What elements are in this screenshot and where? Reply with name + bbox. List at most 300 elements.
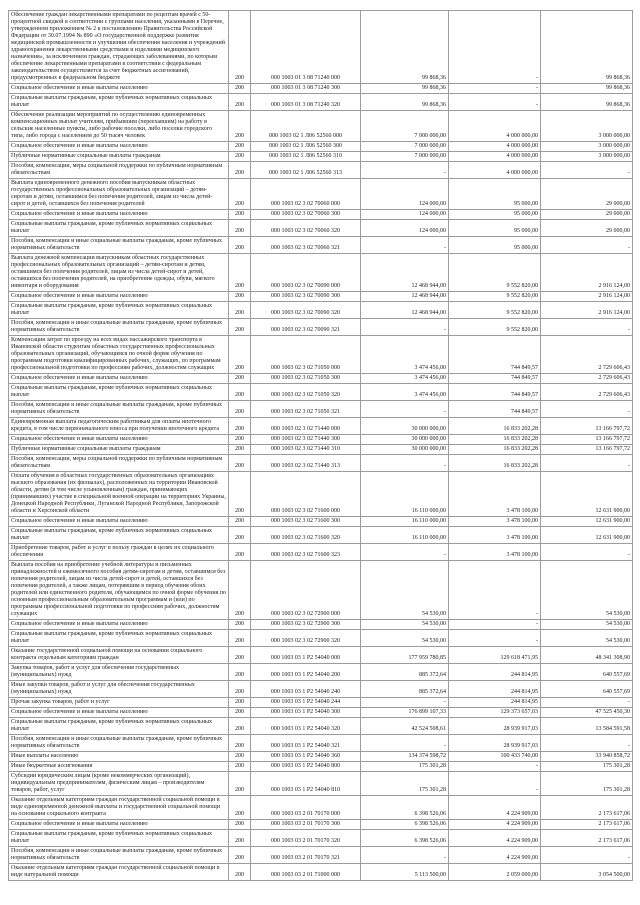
- cell-executed: -: [449, 84, 541, 94]
- cell-unexecuted: 99 868,36: [541, 84, 633, 94]
- cell-line: 200: [229, 445, 251, 455]
- cell-executed: -: [449, 620, 541, 630]
- cell-code: 000 1003 03 2 01 70170 000: [251, 796, 361, 820]
- cell-line: 200: [229, 254, 251, 292]
- cell-unexecuted: 54 530,00: [541, 630, 633, 647]
- cell-executed: 4 224 909,00: [449, 796, 541, 820]
- table-row: [9, 681, 633, 698]
- cell-line: 200: [229, 84, 251, 94]
- cell-line: 200: [229, 94, 251, 111]
- table-row: [9, 455, 633, 472]
- cell-code: 000 1003 02 1 Л06 52560 000: [251, 111, 361, 142]
- cell-name: Оказание государственной социальной помощи на основании социального контракта отдельным категориям граждан: [9, 647, 229, 664]
- table-row: [9, 752, 633, 762]
- cell-unexecuted: 2 729 606,43: [541, 374, 633, 384]
- cell-code: 000 1003 02 1 Л06 52560 313: [251, 162, 361, 179]
- cell-executed: -: [449, 772, 541, 796]
- cell-executed: 2 059 000,00: [449, 864, 541, 881]
- cell-unexecuted: 54 530,00: [541, 561, 633, 620]
- cell-executed: 4 000 000,00: [449, 162, 541, 179]
- cell-line: 200: [229, 630, 251, 647]
- cell-name: Социальное обеспечение и иные выплаты населению: [9, 210, 229, 220]
- cell-executed: 4 224 909,00: [449, 847, 541, 864]
- cell-name: Публичные нормативные социальные выплаты гражданам: [9, 445, 229, 455]
- cell-code: 000 1003 02 1 Л06 52560 300: [251, 142, 361, 152]
- cell-approved: 5 113 500,00: [361, 864, 449, 881]
- cell-line: 200: [229, 830, 251, 847]
- cell-executed: 744 849,57: [449, 401, 541, 418]
- table-row: [9, 374, 633, 384]
- table-row: [9, 561, 633, 620]
- cell-name: Социальные выплаты гражданам, кроме публичных нормативных социальных выплат: [9, 830, 229, 847]
- cell-code: 000 1003 01 3 08 71240 000: [251, 11, 361, 84]
- cell-executed: 4 000 000,00: [449, 152, 541, 162]
- cell-line: 200: [229, 384, 251, 401]
- table-row: [9, 544, 633, 561]
- cell-code: 000 1003 02 3 02 71050 320: [251, 384, 361, 401]
- cell-approved: 99 868,36: [361, 94, 449, 111]
- cell-executed: 95 000,00: [449, 210, 541, 220]
- cell-line: 200: [229, 735, 251, 752]
- cell-unexecuted: 33 940 858,72: [541, 752, 633, 762]
- cell-code: 000 1003 02 1 Л06 52560 310: [251, 152, 361, 162]
- cell-name: Пособия, компенсации и иные социальные выплаты гражданам, кроме публичных нормативных обязательств: [9, 237, 229, 254]
- table-row: [9, 179, 633, 210]
- table-row: [9, 84, 633, 94]
- cell-unexecuted: 12 631 900,00: [541, 517, 633, 527]
- cell-unexecuted: 13 166 797,72: [541, 418, 633, 435]
- cell-unexecuted: 175 301,28: [541, 772, 633, 796]
- cell-unexecuted: 2 173 617,06: [541, 796, 633, 820]
- cell-unexecuted: 2 729 606,43: [541, 384, 633, 401]
- cell-code: 000 1003 03 1 Р2 54040 320: [251, 718, 361, 735]
- table-row: [9, 630, 633, 647]
- cell-executed: 4 000 000,00: [449, 142, 541, 152]
- cell-code: 000 1003 03 1 Р2 54040 300: [251, 708, 361, 718]
- cell-approved: 12 468 944,00: [361, 292, 449, 302]
- cell-name: Социальные выплаты гражданам, кроме публичных нормативных социальных выплат: [9, 384, 229, 401]
- cell-line: 200: [229, 772, 251, 796]
- cell-unexecuted: 13 584 591,58: [541, 718, 633, 735]
- cell-executed: 16 833 202,28: [449, 435, 541, 445]
- cell-executed: -: [449, 11, 541, 84]
- cell-code: 000 1003 02 3 02 70060 320: [251, 220, 361, 237]
- cell-approved: 16 110 000,00: [361, 472, 449, 517]
- cell-unexecuted: 12 631 900,00: [541, 472, 633, 517]
- cell-executed: 9 552 820,00: [449, 292, 541, 302]
- cell-code: 000 1003 02 3 02 72900 000: [251, 561, 361, 620]
- cell-executed: 244 814,95: [449, 698, 541, 708]
- cell-approved: -: [361, 847, 449, 864]
- cell-executed: 9 552 820,00: [449, 302, 541, 319]
- cell-executed: 4 224 909,00: [449, 830, 541, 847]
- cell-approved: 177 959 780,85: [361, 647, 449, 664]
- cell-unexecuted: 2 173 617,06: [541, 820, 633, 830]
- cell-name: Пособия, компенсации и иные социальные выплаты гражданам, кроме публичных нормативных обязательств: [9, 847, 229, 864]
- cell-unexecuted: 2 916 124,00: [541, 292, 633, 302]
- cell-executed: -: [449, 630, 541, 647]
- cell-approved: 99 868,36: [361, 84, 449, 94]
- cell-name: Социальное обеспечение и иные выплаты населению: [9, 142, 229, 152]
- cell-approved: 30 000 000,00: [361, 445, 449, 455]
- cell-line: 200: [229, 220, 251, 237]
- cell-code: 000 1003 02 3 02 71440 000: [251, 418, 361, 435]
- table-row: [9, 864, 633, 881]
- cell-executed: 3 478 100,00: [449, 517, 541, 527]
- cell-approved: 54 530,00: [361, 561, 449, 620]
- cell-name: Оказание отдельным категориям граждан государственной социальной помощи в виде натуральной помощи: [9, 864, 229, 881]
- cell-code: 000 1003 02 3 02 70090 000: [251, 254, 361, 292]
- cell-line: 200: [229, 374, 251, 384]
- cell-name: Социальное обеспечение и иные выплаты населению: [9, 292, 229, 302]
- table-row: [9, 664, 633, 681]
- cell-executed: 9 552 820,00: [449, 254, 541, 292]
- cell-code: 000 1003 02 3 02 70090 320: [251, 302, 361, 319]
- cell-line: 200: [229, 152, 251, 162]
- cell-unexecuted: 13 166 797,72: [541, 445, 633, 455]
- cell-executed: 744 849,57: [449, 374, 541, 384]
- cell-line: 200: [229, 11, 251, 84]
- cell-unexecuted: 2 729 606,43: [541, 336, 633, 374]
- cell-line: 200: [229, 455, 251, 472]
- cell-executed: 244 814,95: [449, 681, 541, 698]
- cell-code: 000 1003 03 1 Р2 54040 200: [251, 664, 361, 681]
- cell-executed: 4 000 000,00: [449, 111, 541, 142]
- cell-approved: 30 000 000,00: [361, 418, 449, 435]
- cell-unexecuted: -: [541, 847, 633, 864]
- cell-approved: 6 398 526,06: [361, 830, 449, 847]
- cell-name: Субсидии юридическим лицам (кроме некоммерческих организаций), индивидуальным предпринимателям, физическим лицам – производителям товаров, работ, услуг: [9, 772, 229, 796]
- cell-unexecuted: 3 000 000,00: [541, 152, 633, 162]
- cell-line: 200: [229, 796, 251, 820]
- cell-line: 200: [229, 418, 251, 435]
- table-row: [9, 319, 633, 336]
- cell-name: Иные выплаты населению: [9, 752, 229, 762]
- cell-line: 200: [229, 762, 251, 772]
- table-row: [9, 796, 633, 820]
- cell-name: Социальное обеспечение и иные выплаты населению: [9, 820, 229, 830]
- cell-name: Оплата обучения в областных государственных образовательных организациях высшего образования (их филиалах), расположенных на территории Ивановской области, детям (в том числе усыновленным) граждан, принимающих (принимавших) участие в специальной военной операции на территориях Украины, Донецкой Народной Республики, Луганской Народной Республики, Запорожской области и Херсонской области: [9, 472, 229, 517]
- cell-approved: -: [361, 544, 449, 561]
- cell-unexecuted: 2 916 124,00: [541, 302, 633, 319]
- cell-executed: 3 478 100,00: [449, 472, 541, 517]
- cell-name: Приобретение товаров, работ и услуг в пользу граждан в целях их социального обеспечения: [9, 544, 229, 561]
- cell-executed: -: [449, 561, 541, 620]
- cell-name: Публичные нормативные социальные выплаты гражданам: [9, 152, 229, 162]
- cell-line: 200: [229, 698, 251, 708]
- table-row: [9, 418, 633, 435]
- cell-approved: 7 000 000,00: [361, 152, 449, 162]
- cell-unexecuted: -: [541, 237, 633, 254]
- cell-code: 000 1003 02 3 02 71600 323: [251, 544, 361, 561]
- cell-approved: 12 468 944,00: [361, 254, 449, 292]
- cell-code: 000 1003 02 3 02 72900 300: [251, 620, 361, 630]
- table-row: [9, 698, 633, 708]
- cell-approved: 124 000,00: [361, 210, 449, 220]
- table-row: [9, 472, 633, 517]
- table-row: [9, 527, 633, 544]
- cell-executed: 28 939 917,03: [449, 718, 541, 735]
- table-row: [9, 152, 633, 162]
- cell-name: Социальные выплаты гражданам, кроме публичных нормативных социальных выплат: [9, 630, 229, 647]
- cell-code: 000 1003 02 3 02 71050 321: [251, 401, 361, 418]
- cell-code: 000 1003 03 2 01 70170 300: [251, 820, 361, 830]
- cell-approved: 885 372,64: [361, 664, 449, 681]
- cell-unexecuted: 3 000 000,00: [541, 142, 633, 152]
- cell-code: 000 1003 02 3 02 70060 300: [251, 210, 361, 220]
- cell-name: Социальное обеспечение и иные выплаты населению: [9, 708, 229, 718]
- cell-line: 200: [229, 336, 251, 374]
- cell-name: Выплата денежной компенсации выпускникам областных государственных профессиональных образовательных организаций – детям-сиротам и детям, оставшимся без попечения родителей, лицам из числа детей-сирот и детей, оставшихся без попечения родителей, на приобретение одежды, обуви, мягкого инвентаря и оборудования: [9, 254, 229, 292]
- cell-approved: 6 398 526,06: [361, 796, 449, 820]
- cell-line: 200: [229, 210, 251, 220]
- cell-code: 000 1003 03 2 01 71000 000: [251, 864, 361, 881]
- cell-code: 000 1003 01 3 08 71240 320: [251, 94, 361, 111]
- cell-approved: -: [361, 735, 449, 752]
- cell-line: 200: [229, 292, 251, 302]
- cell-name: Прочая закупка товаров, работ и услуг: [9, 698, 229, 708]
- cell-approved: -: [361, 162, 449, 179]
- cell-executed: 3 478 100,00: [449, 527, 541, 544]
- cell-code: 000 1003 02 3 02 71600 320: [251, 527, 361, 544]
- cell-executed: 16 833 202,28: [449, 418, 541, 435]
- cell-line: 200: [229, 302, 251, 319]
- cell-code: 000 1003 02 3 02 70090 300: [251, 292, 361, 302]
- cell-approved: 12 468 944,00: [361, 302, 449, 319]
- cell-unexecuted: -: [541, 401, 633, 418]
- cell-unexecuted: 29 000,00: [541, 210, 633, 220]
- cell-executed: 16 833 202,28: [449, 455, 541, 472]
- cell-name: Иные закупки товаров, работ и услуг для обеспечения государственных (муниципальных) нужд: [9, 681, 229, 698]
- table-row: [9, 708, 633, 718]
- cell-line: 200: [229, 111, 251, 142]
- cell-approved: 885 372,64: [361, 681, 449, 698]
- cell-line: 200: [229, 681, 251, 698]
- cell-code: 000 1003 02 3 02 71440 310: [251, 445, 361, 455]
- cell-code: 000 1003 03 1 Р2 54040 810: [251, 772, 361, 796]
- cell-line: 200: [229, 142, 251, 152]
- cell-approved: 54 530,00: [361, 630, 449, 647]
- cell-name: Социальное обеспечение и иные выплаты населению: [9, 84, 229, 94]
- cell-executed: -: [449, 94, 541, 111]
- cell-name: Обеспечение реализации мероприятий по осуществлению единовременных компенсационных выплат учителям, прибывшим (переехавшим) на работу в сельские населенные пункты, либо рабочие поселки, либо поселки городского типа, либо города с населением до 50 тысяч человек: [9, 111, 229, 142]
- cell-line: 200: [229, 472, 251, 517]
- cell-code: 000 1003 02 3 02 70060 000: [251, 179, 361, 210]
- table-row: [9, 210, 633, 220]
- cell-executed: 4 224 909,00: [449, 820, 541, 830]
- cell-executed: 95 000,00: [449, 179, 541, 210]
- table-row: [9, 647, 633, 664]
- table-row: [9, 517, 633, 527]
- table-row: [9, 111, 633, 142]
- table-row: [9, 445, 633, 455]
- cell-name: Пособия, компенсации и иные социальные выплаты гражданам, кроме публичных нормативных обязательств: [9, 401, 229, 418]
- cell-line: 200: [229, 820, 251, 830]
- cell-unexecuted: 99 868,36: [541, 11, 633, 84]
- cell-line: 200: [229, 561, 251, 620]
- cell-approved: 124 000,00: [361, 179, 449, 210]
- cell-unexecuted: 3 000 000,00: [541, 111, 633, 142]
- table-row: [9, 718, 633, 735]
- cell-approved: -: [361, 237, 449, 254]
- cell-name: Пособия, компенсации и иные социальные выплаты гражданам, кроме публичных нормативных обязательств: [9, 319, 229, 336]
- table-row: [9, 772, 633, 796]
- cell-unexecuted: 640 557,69: [541, 681, 633, 698]
- cell-approved: 3 474 456,00: [361, 384, 449, 401]
- cell-code: 000 1003 03 1 Р2 54040 800: [251, 762, 361, 772]
- cell-name: Социальное обеспечение и иные выплаты населению: [9, 517, 229, 527]
- cell-line: 200: [229, 752, 251, 762]
- cell-name: Социальные выплаты гражданам, кроме публичных нормативных социальных выплат: [9, 220, 229, 237]
- cell-code: 000 1003 02 3 02 71600 300: [251, 517, 361, 527]
- cell-name: Пособия, компенсации, меры социальной поддержки по публичным нормативным обязательствам: [9, 455, 229, 472]
- cell-code: 000 1003 02 3 02 71050 000: [251, 336, 361, 374]
- cell-name: Пособия, компенсации, меры социальной поддержки по публичным нормативным обязательствам: [9, 162, 229, 179]
- cell-approved: 175 301,28: [361, 772, 449, 796]
- table-row: [9, 830, 633, 847]
- cell-code: 000 1003 03 1 Р2 54040 240: [251, 681, 361, 698]
- cell-unexecuted: 13 166 797,72: [541, 435, 633, 445]
- cell-approved: 7 000 000,00: [361, 142, 449, 152]
- cell-unexecuted: 54 530,00: [541, 620, 633, 630]
- table-row: [9, 142, 633, 152]
- cell-code: 000 1003 02 3 02 71050 300: [251, 374, 361, 384]
- cell-code: 000 1003 03 1 Р2 54040 360: [251, 752, 361, 762]
- cell-line: 200: [229, 708, 251, 718]
- cell-name: Оказание отдельным категориям граждан государственной социальной помощи в виде единовременной денежной выплаты и государственной социальной помощи на основании социального контракта: [9, 796, 229, 820]
- cell-line: 200: [229, 664, 251, 681]
- cell-approved: 124 000,00: [361, 220, 449, 237]
- cell-line: 200: [229, 435, 251, 445]
- cell-name: Обеспечение граждан лекарственными препаратами по рецептам врачей с 50-процентной скидкой в соответствии с группами населения, указанными в Перечне, утвержденном приложением № 2 к постановлению Правительства Российской Федерации от 30.07.1994 № 890 «О государственной поддержке развития медицинской промышленности и улучшении обеспечения населения и учреждений здравоохранения лекарственными средствами и изделиями медицинского назначения», за исключением граждан, страдающих заболеваниями, по которым обеспечение лекарственными препаратами в соответствии с федеральным законодательством осуществляется за счет бюджетных ассигнований, предусмотренных в федеральном бюджете: [9, 11, 229, 84]
- cell-code: 000 1003 03 2 01 70170 320: [251, 830, 361, 847]
- cell-line: 200: [229, 620, 251, 630]
- cell-code: 000 1003 02 3 02 71440 313: [251, 455, 361, 472]
- cell-unexecuted: -: [541, 162, 633, 179]
- cell-approved: -: [361, 455, 449, 472]
- cell-name: Социальные выплаты гражданам, кроме публичных нормативных социальных выплат: [9, 302, 229, 319]
- table-row: [9, 94, 633, 111]
- cell-line: 200: [229, 718, 251, 735]
- cell-executed: 100 433 740,00: [449, 752, 541, 762]
- cell-executed: 744 849,57: [449, 336, 541, 374]
- budget-execution-table: [8, 10, 633, 881]
- cell-executed: 129 373 657,03: [449, 708, 541, 718]
- cell-code: 000 1003 03 1 Р2 54040 000: [251, 647, 361, 664]
- table-row: [9, 401, 633, 418]
- cell-name: Иные бюджетные ассигнования: [9, 762, 229, 772]
- cell-unexecuted: 3 054 500,00: [541, 864, 633, 881]
- cell-line: 200: [229, 527, 251, 544]
- cell-code: 000 1003 03 1 Р2 54040 321: [251, 735, 361, 752]
- cell-line: 200: [229, 864, 251, 881]
- table-row: [9, 336, 633, 374]
- cell-unexecuted: -: [541, 455, 633, 472]
- cell-executed: 9 552 820,00: [449, 319, 541, 336]
- cell-unexecuted: 175 301,28: [541, 762, 633, 772]
- table-row: [9, 762, 633, 772]
- cell-approved: 6 398 526,06: [361, 820, 449, 830]
- cell-unexecuted: -: [541, 698, 633, 708]
- cell-name: Пособия, компенсации и иные социальные выплаты гражданам, кроме публичных нормативных обязательств: [9, 735, 229, 752]
- table-row: [9, 435, 633, 445]
- table-row: [9, 220, 633, 237]
- cell-executed: 16 833 202,28: [449, 445, 541, 455]
- cell-executed: 129 618 471,95: [449, 647, 541, 664]
- cell-name: Социальные выплаты гражданам, кроме публичных нормативных социальных выплат: [9, 527, 229, 544]
- cell-name: Социальные выплаты гражданам, кроме публичных нормативных социальных выплат: [9, 94, 229, 111]
- cell-line: 200: [229, 847, 251, 864]
- cell-line: 200: [229, 237, 251, 254]
- cell-unexecuted: 48 341 308,90: [541, 647, 633, 664]
- cell-unexecuted: 29 000,00: [541, 220, 633, 237]
- cell-name: Социальное обеспечение и иные выплаты населению: [9, 620, 229, 630]
- cell-line: 200: [229, 179, 251, 210]
- cell-approved: 3 474 456,00: [361, 374, 449, 384]
- cell-unexecuted: -: [541, 735, 633, 752]
- cell-approved: 176 899 107,33: [361, 708, 449, 718]
- cell-unexecuted: -: [541, 319, 633, 336]
- cell-executed: 95 000,00: [449, 220, 541, 237]
- cell-code: 000 1003 01 3 08 71240 300: [251, 84, 361, 94]
- table-row: [9, 735, 633, 752]
- cell-executed: -: [449, 762, 541, 772]
- cell-line: 200: [229, 401, 251, 418]
- cell-name: Социальное обеспечение и иные выплаты населению: [9, 435, 229, 445]
- cell-approved: -: [361, 401, 449, 418]
- cell-executed: 3 478 100,00: [449, 544, 541, 561]
- cell-code: 000 1003 02 3 02 70090 321: [251, 319, 361, 336]
- cell-unexecuted: 640 557,69: [541, 664, 633, 681]
- cell-approved: 7 000 000,00: [361, 111, 449, 142]
- cell-executed: 95 000,00: [449, 237, 541, 254]
- table-row: [9, 384, 633, 401]
- cell-code: 000 1003 03 2 01 70170 321: [251, 847, 361, 864]
- cell-line: 200: [229, 544, 251, 561]
- cell-unexecuted: 2 916 124,00: [541, 254, 633, 292]
- cell-unexecuted: 99 868,36: [541, 94, 633, 111]
- cell-unexecuted: -: [541, 544, 633, 561]
- cell-name: Выплата пособия на приобретение учебной литературы и письменных принадлежностей и ежемесячного пособия детям-сиротам и детям, оставшимся без попечения родителей, лицам из числа детей-сирот и детей, оставшихся без попечения родителей, а также лицам, потерявшим в период обучения обоих родителей или единственного родителя, обучающимся по очной форме обучения по основным профессиональным образовательным программам и (или) по программам профессиональной подготовки по профессиям рабочих, должностям служащих: [9, 561, 229, 620]
- cell-approved: 99 868,36: [361, 11, 449, 84]
- cell-approved: 54 530,00: [361, 620, 449, 630]
- cell-executed: 244 814,95: [449, 664, 541, 681]
- cell-line: 200: [229, 319, 251, 336]
- cell-approved: -: [361, 319, 449, 336]
- cell-line: 200: [229, 647, 251, 664]
- cell-name: Компенсация затрат по проезду на всех видах пассажирского транспорта в Ивановской области студентам областных государственных профессиональных образовательных организаций, обучающимся по очной форме обучения по программам подготовки квалифицированных рабочих, служащих, по программам профессиональной подготовки по профессиям рабочих, должностям служащих: [9, 336, 229, 374]
- cell-approved: 134 374 598,72: [361, 752, 449, 762]
- cell-unexecuted: 29 000,00: [541, 179, 633, 210]
- table-row: [9, 254, 633, 292]
- cell-approved: 16 110 000,00: [361, 527, 449, 544]
- cell-name: Выплата единовременного денежного пособия выпускникам областных государственных профессиональных образовательных организаций – детям-сиротам и детям, оставшимся без попечения родителей, лицам из числа детей-сирот и детей, оставшихся без попечения родителей: [9, 179, 229, 210]
- cell-code: 000 1003 02 3 02 71600 000: [251, 472, 361, 517]
- table-row: [9, 11, 633, 84]
- cell-unexecuted: 2 173 617,06: [541, 830, 633, 847]
- table-row: [9, 820, 633, 830]
- cell-line: 200: [229, 517, 251, 527]
- table-row: [9, 620, 633, 630]
- table-row: [9, 292, 633, 302]
- cell-executed: 28 939 917,03: [449, 735, 541, 752]
- cell-approved: -: [361, 698, 449, 708]
- cell-approved: 16 110 000,00: [361, 517, 449, 527]
- cell-name: Закупка товаров, работ и услуг для обеспечения государственных (муниципальных) нужд: [9, 664, 229, 681]
- table-row: [9, 847, 633, 864]
- cell-name: Единовременная выплата педагогическим работникам для оплаты ипотечного кредита, в том числе первоначального взноса при получении ипотечного кредита: [9, 418, 229, 435]
- cell-name: Социальное обеспечение и иные выплаты населению: [9, 374, 229, 384]
